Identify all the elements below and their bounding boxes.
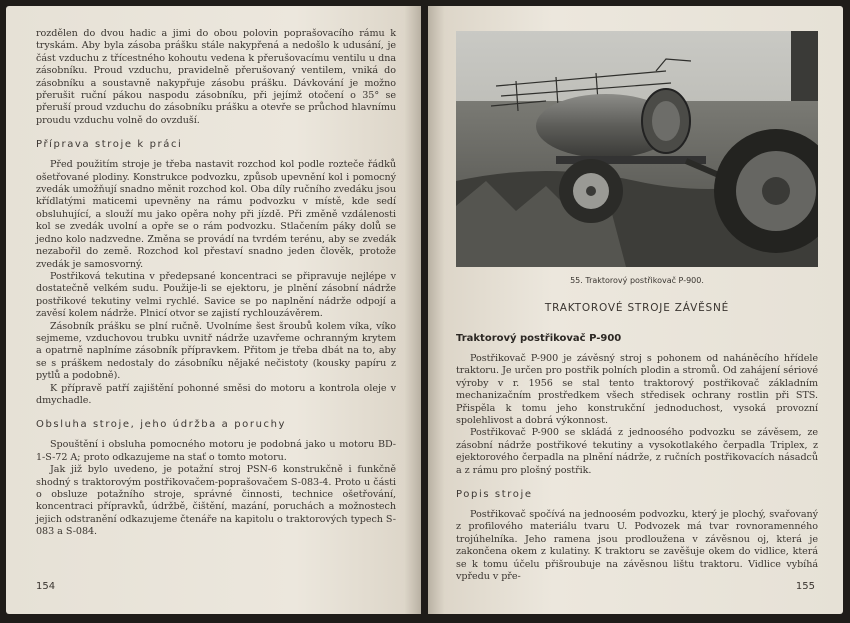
paragraph: Zásobník prášku se plní ručně. Uvolníme šest šroubů kolem víka, víko sejmeme, vzduchovou trubku uvnitř nádrže uzavřeme ochranným krytem a opatrně naplníme zásobník přípravkem. Přitom je třeba dbát na to, aby se s práškem nedostaly do zásobníku nějaké nečistoty (kousky papíru z pytlů a podobně). bbox=[36, 320, 396, 382]
page-number: 155 bbox=[795, 581, 815, 592]
subsection-title: Traktorový postřikovač P-900 bbox=[456, 333, 622, 344]
paragraph: Před použitím stroje je třeba nastavit rozchod kol podle rozteče řádků ošetřované plodiny. Konstrukce podvozku, způsob upevnění kol i pomocný zvedák umožňují snadno měnit rozchod kol. Oba díly ručního zvedáku jsou křídlatými maticemi upevněny na rámu podvozku v místě, kde sedí obsluhující, a slouží mu jako opěra nohy při jízdě. Při změně vzdálenosti kol se zvedák uvolní a opře se o rám podvozku. Stlačením páky dolů se jedno kolo nadzvedne. Změna se provádí na tvrdém terénu, aby se zvedák nezabořil do země. Rozchod kol přestaví snadno jeden člověk, protože zvedák je samosvorný. bbox=[36, 159, 396, 270]
left-text-column bbox=[36, 28, 396, 539]
paragraph: Postřikovač P-900 je závěsný stroj s pohonem od naháněcího hřídele traktoru. Je určen pro postřik polních plodin a stromů. Od zahájení sériové výroby v r. 1956 se stal tento traktorový postřikovač základním mechanizačním prostředkem všech středisek ochrany rostlin při STS. Přispěla k tomu jeho konstrukční jednoduchost, vysoká provozní spolehlivost a dobrá výkonnost. bbox=[456, 353, 818, 427]
paragraph: Postřikovač P-900 se skládá z jednoosého podvozku se závěsem, ze zásobní nádrže postřikové tekutiny a vysokotlakého čerpadla Triplex, z ejektorového čerpadla na plnění nádrže, z ručních postřikovacích násadců a z rámu pro plošný postřik. bbox=[456, 427, 818, 476]
chapter-title: TRAKTOROVÉ STROJE ZÁVĚSNÉ bbox=[544, 302, 730, 314]
paragraph: Jak již bylo uvedeno, je potažní stroj PSN-6 konstrukčně i funkčně shodný s traktorovým postřikovačem-poprašovačem S-083-4. Proto u části o obsluze potažního stroje, správné činnosti, technice ošetřování, koncentraci přípravků, údržbě, čištění, mazání, poruchách a možnostech jejich odstranění odkazujeme čtenáře na kapitolu o traktorových typech S-083 a S-084. bbox=[36, 464, 396, 538]
right-page bbox=[428, 6, 843, 614]
left-page bbox=[6, 6, 421, 614]
tractor-sprayer-photo bbox=[456, 31, 818, 267]
page-number: 154 bbox=[36, 581, 56, 592]
photo-caption: 55. Traktorový postřikovač P-900. bbox=[570, 276, 704, 285]
paragraph: K přípravě patří zajištění pohonné směsi do motoru a kontrola oleje v dmychadle. bbox=[36, 382, 396, 406]
section-heading: Popis stroje bbox=[456, 489, 533, 501]
section-heading: Obsluha stroje, jeho údržba a poruchy bbox=[36, 419, 287, 431]
paragraph: rozdělen do dvou hadic a jimi do obou polovin poprašovacího rámu k tryskám. Aby byla zásoba prášku stále nakypřená a nedošlo k udusání, je část vzduchu z třícestného kohoutu vedena k přerušovacímu ventilu u dna zásobníku. Proud vzduchu, pravidelně přerušovaný ventilem, vniká do zásobníku a soustavně nakypřuje zásobu prášku. Dávkování je možno přerušit ruční pákou naspodu zásobníku, při jejímž otočení o 35° se přeruší proud vzduchu do zásobníku prášku a otevře se průchod hlavnímu proudu vzduchu volně do ovzduší. bbox=[36, 28, 396, 126]
section-heading: Příprava stroje k práci bbox=[36, 139, 183, 151]
paragraph: Postřikovač spočívá na jednoosém podvozku, který je plochý, svařovaný z profilového materiálu tvaru U. Podvozek má tvar rovnoramenného trojúhelníka. Jeho ramena jsou prodloužena v závěsnou oj, která je zakončena okem z kulatiny. K traktoru se zavěšuje okem do vidlice, která se k tomu účelu přišroubuje na závěsnou lištu traktoru. Vidlice vybíhá vpředu v pře- bbox=[456, 509, 818, 583]
paragraph: Spouštění i obsluha pomocného motoru je podobná jako u motoru BD-1-S-72 A; proto odkazujeme na stať o tomto motoru. bbox=[36, 439, 396, 463]
paragraph: Postřiková tekutina v předepsané koncentraci se připravuje nejlépe v dostatečně velkém sudu. Použije-li se ejektoru, je plnění zásobní nádrže postřikové tekutiny velmi rychlé. Savice se po naplnění nádrže odpojí a zavěsí kolem nádrže. Plnicí otvor se zajistí rychlouzávěrem. bbox=[36, 270, 396, 320]
right-text-column bbox=[456, 302, 818, 584]
